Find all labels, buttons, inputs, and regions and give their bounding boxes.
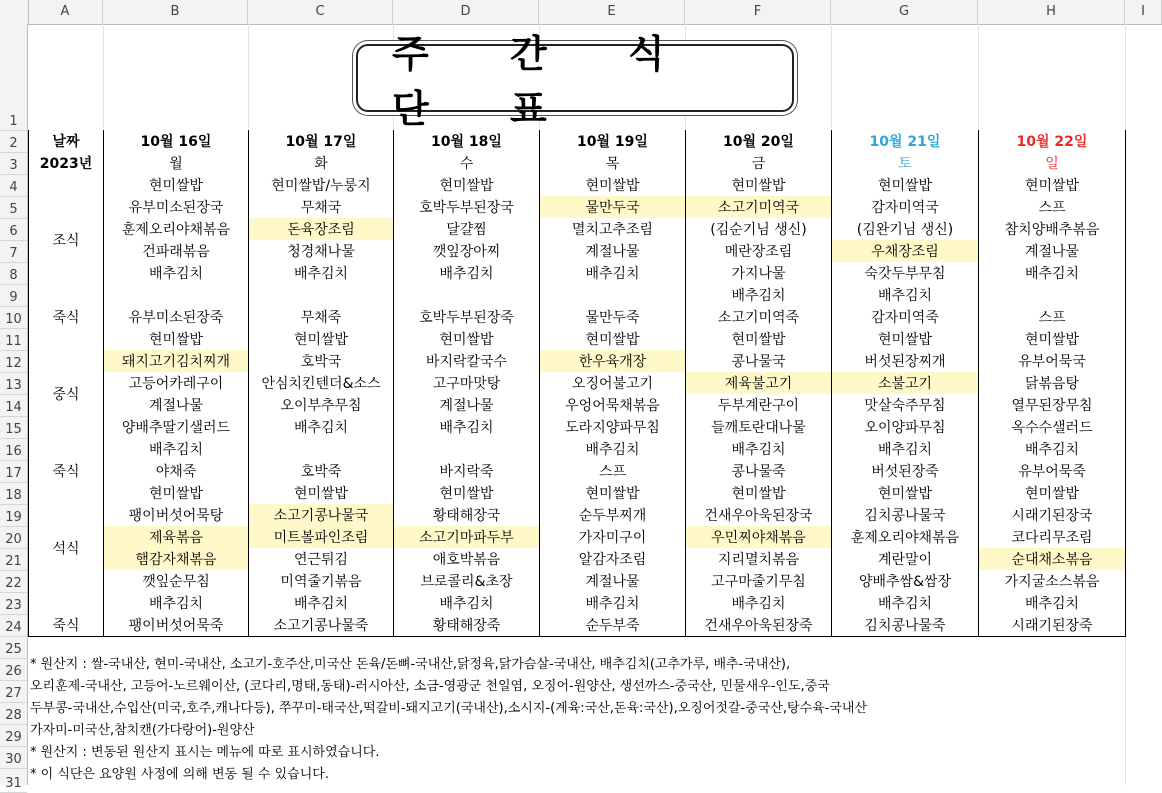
title-textbox[interactable] — [356, 32, 794, 131]
menu-item-cell[interactable] — [394, 284, 540, 306]
menu-item-cell[interactable]: 멸치고추조림 — [540, 218, 686, 240]
menu-item-cell[interactable]: 제육볶음 — [104, 526, 249, 548]
note-line[interactable]: * 원산지 : 쌀-국내산, 현미-국내산, 소고기-호주산,미국산 돈육/돈뼈-국내산,닭정육,닭가슴살-국내산, 배추김치(고추가루, 배추-국내산), — [30, 657, 791, 672]
porridge-item-cell[interactable]: 감자미역죽 — [832, 306, 979, 328]
menu-item-cell[interactable]: 제육불고기 — [686, 372, 832, 394]
row-header-16[interactable]: 16 — [0, 439, 27, 461]
menu-item-cell[interactable]: 돈육장조림 — [249, 218, 394, 240]
note-line[interactable]: 두부콩-국내산,수입산(미국,호주,캐나다등), 쭈꾸미-태국산,떡갈비-돼지고기(국내산),소시지-(계육:국산,돈육:국산),오징어젓갈-중국산,탕수육-국내산 — [30, 701, 868, 716]
menu-item-cell[interactable]: 황태해장국 — [394, 504, 540, 526]
menu-item-cell[interactable]: 계절나물 — [394, 394, 540, 416]
menu-item-cell[interactable]: 가자미구이 — [540, 526, 686, 548]
menu-item-cell[interactable]: 우엉어묵채볶음 — [540, 394, 686, 416]
row-header-17[interactable]: 17 — [0, 461, 27, 483]
menu-item-cell[interactable]: 현미쌀밥 — [104, 328, 249, 350]
row-header-bar — [0, 24, 28, 791]
menu-item-cell[interactable]: 배추김치 — [979, 262, 1126, 284]
menu-item-cell[interactable]: 애호박볶음 — [394, 548, 540, 570]
menu-item-cell[interactable]: 호박두부된장국 — [394, 196, 540, 218]
menu-item-cell[interactable]: 훈제오리야채볶음 — [104, 218, 249, 240]
menu-item-cell[interactable]: 현미쌀밥 — [832, 174, 979, 196]
menu-item-cell[interactable]: 배추김치 — [249, 592, 394, 614]
menu-item-cell[interactable]: 열무된장무침 — [979, 394, 1126, 416]
day-cell[interactable]: 토 — [832, 152, 979, 174]
menu-item-cell[interactable]: 현미쌀밥/누룽지 — [249, 174, 394, 196]
menu-item-cell[interactable]: 배추김치 — [832, 284, 979, 306]
menu-item-cell[interactable]: 한우육개장 — [540, 350, 686, 372]
menu-item-cell[interactable]: 계절나물 — [104, 394, 249, 416]
menu-item-cell[interactable]: 김치콩나물국 — [832, 504, 979, 526]
menu-item-cell[interactable]: 소고기마파두부 — [394, 526, 540, 548]
menu-item-cell[interactable]: 우채장조림 — [832, 240, 979, 262]
menu-item-cell[interactable]: 미트볼파인조림 — [249, 526, 394, 548]
breakfast-label-cell[interactable]: 조식 — [29, 174, 104, 306]
menu-item-cell[interactable]: 두부계란구이 — [686, 394, 832, 416]
menu-item-cell[interactable]: 양배추딸기샐러드 — [104, 416, 249, 438]
date-cell[interactable]: 10월 22일 — [979, 130, 1126, 152]
menu-item-cell[interactable]: 깻잎순무침 — [104, 570, 249, 592]
porridge-label-cell[interactable]: 죽식 — [29, 614, 104, 637]
menu-item-cell[interactable]: 계절나물 — [979, 240, 1126, 262]
row-header-15[interactable]: 15 — [0, 417, 27, 439]
gridline — [103, 24, 104, 129]
row-header-22[interactable]: 22 — [0, 571, 27, 593]
porridge-item-cell[interactable]: 호박죽 — [249, 460, 394, 482]
menu-item-cell[interactable]: 미역줄기볶음 — [249, 570, 394, 592]
menu-item-cell[interactable]: 배추김치 — [686, 438, 832, 460]
gridline — [831, 24, 832, 129]
menu-item-cell[interactable]: 현미쌀밥 — [540, 482, 686, 504]
column-header-a[interactable]: A — [28, 0, 103, 24]
column-header-h[interactable]: H — [978, 0, 1125, 24]
menu-item-cell[interactable]: 코다리무조림 — [979, 526, 1126, 548]
day-cell[interactable]: 목 — [540, 152, 686, 174]
menu-item-cell[interactable]: 현미쌀밥 — [979, 328, 1126, 350]
porridge-item-cell[interactable]: 스프 — [540, 460, 686, 482]
porridge-item-cell[interactable]: 순두부죽 — [540, 614, 686, 637]
menu-item-cell[interactable]: 연근튀김 — [249, 548, 394, 570]
menu-item-cell[interactable]: 계란말이 — [832, 548, 979, 570]
select-all-corner[interactable] — [0, 0, 29, 24]
porridge-item-cell[interactable]: 소고기콩나물죽 — [249, 614, 394, 637]
menu-item-cell[interactable]: 현미쌀밥 — [832, 328, 979, 350]
date-label-cell[interactable]: 날짜 — [29, 130, 104, 152]
date-cell[interactable]: 10월 19일 — [540, 130, 686, 152]
menu-item-cell[interactable] — [979, 284, 1126, 306]
lunch-label-cell[interactable]: 중식 — [29, 328, 104, 460]
menu-item-cell[interactable]: 햄감자채볶음 — [104, 548, 249, 570]
menu-item-cell[interactable]: 현미쌀밥 — [249, 482, 394, 504]
row-header-8[interactable]: 8 — [0, 263, 27, 285]
menu-item-cell[interactable]: 오이부추무침 — [249, 394, 394, 416]
menu-item-cell[interactable]: 무채국 — [249, 196, 394, 218]
day-cell[interactable]: 월 — [104, 152, 249, 174]
menu-item-cell[interactable] — [249, 284, 394, 306]
menu-item-cell[interactable]: 감자미역국 — [832, 196, 979, 218]
menu-item-cell[interactable]: 배추김치 — [540, 592, 686, 614]
column-header-e[interactable]: E — [539, 0, 685, 24]
menu-item-cell[interactable]: 안심치킨텐더&소스 — [249, 372, 394, 394]
menu-item-cell[interactable] — [104, 284, 249, 306]
menu-item-cell[interactable] — [249, 438, 394, 460]
menu-item-cell[interactable]: 고구마줄기무침 — [686, 570, 832, 592]
menu-item-cell[interactable]: 가지나물 — [686, 262, 832, 284]
note-line[interactable]: * 이 식단은 요양원 사정에 의해 변동 될 수 있습니다. — [30, 767, 329, 782]
menu-item-cell[interactable]: 브로콜리&초장 — [394, 570, 540, 592]
menu-item-cell[interactable]: 맛살숙주무침 — [832, 394, 979, 416]
menu-item-cell[interactable]: 닭볶음탕 — [979, 372, 1126, 394]
menu-item-cell[interactable]: 배추김치 — [979, 592, 1126, 614]
row-header-24[interactable]: 24 — [0, 615, 27, 637]
gridline — [248, 24, 249, 129]
menu-item-cell[interactable]: 현미쌀밥 — [540, 174, 686, 196]
menu-item-cell[interactable]: 깻잎장아찌 — [394, 240, 540, 262]
menu-item-cell[interactable] — [394, 438, 540, 460]
year-label-cell[interactable]: 2023년 — [29, 152, 104, 174]
menu-item-cell[interactable]: 들깨토란대나물 — [686, 416, 832, 438]
dinner-label-cell[interactable]: 석식 — [29, 482, 104, 614]
row-header-2[interactable]: 2 — [0, 131, 27, 153]
row-header-5[interactable]: 5 — [0, 197, 27, 219]
porridge-item-cell[interactable]: 건새우아욱된장죽 — [686, 614, 832, 637]
row-header-7[interactable]: 7 — [0, 241, 27, 263]
day-cell[interactable]: 화 — [249, 152, 394, 174]
menu-item-cell[interactable]: 배추김치 — [832, 592, 979, 614]
menu-item-cell[interactable]: 시래기된장국 — [979, 504, 1126, 526]
menu-item-cell[interactable]: 숙갓두부무침 — [832, 262, 979, 284]
menu-item-cell[interactable]: 현미쌀밥 — [686, 328, 832, 350]
menu-item-cell[interactable]: 바지락칼국수 — [394, 350, 540, 372]
menu-item-cell[interactable]: 건파래볶음 — [104, 240, 249, 262]
porridge-item-cell[interactable]: 소고기미역죽 — [686, 306, 832, 328]
menu-item-cell[interactable]: 소고기미역국 — [686, 196, 832, 218]
menu-item-cell[interactable]: 유부미소된장국 — [104, 196, 249, 218]
menu-item-cell[interactable]: 고구마맛탕 — [394, 372, 540, 394]
menu-item-cell[interactable]: 배추김치 — [686, 284, 832, 306]
note-line[interactable]: 오리훈제-국내산, 고등어-노르웨이산, (코다리,명태,동태)-러시아산, 소금-영광군 천일염, 오징어-원양산, 생선까스-중국산, 민물새우-인도,중국 — [30, 679, 830, 694]
sheet-title: 주 간 식 단 표 — [392, 32, 699, 131]
menu-item-cell[interactable]: 현미쌀밥 — [394, 482, 540, 504]
menu-item-cell[interactable]: 오이양파무침 — [832, 416, 979, 438]
menu-item-cell[interactable]: 배추김치 — [686, 592, 832, 614]
porridge-item-cell[interactable]: 황태해장죽 — [394, 614, 540, 637]
menu-item-cell[interactable]: 현미쌀밥 — [686, 482, 832, 504]
menu-item-cell[interactable]: 배추김치 — [832, 438, 979, 460]
column-header-c[interactable]: C — [248, 0, 393, 24]
row-header-20[interactable]: 20 — [0, 527, 27, 549]
column-header-d[interactable]: D — [393, 0, 539, 24]
menu-item-cell[interactable]: 콩나물국 — [686, 350, 832, 372]
menu-item-cell[interactable]: 알감자조림 — [540, 548, 686, 570]
porridge-item-cell[interactable]: 바지락죽 — [394, 460, 540, 482]
porridge-item-cell[interactable]: 김치콩나물죽 — [832, 614, 979, 637]
menu-item-cell[interactable]: 현미쌀밥 — [249, 328, 394, 350]
column-header-b[interactable]: B — [103, 0, 248, 24]
row-header-3[interactable]: 3 — [0, 153, 27, 175]
porridge-label-cell[interactable]: 죽식 — [29, 306, 104, 328]
menu-item-cell[interactable]: 참치양배추볶음 — [979, 218, 1126, 240]
menu-item-cell[interactable]: 메란장조림 — [686, 240, 832, 262]
row-header-31[interactable]: 31 — [0, 769, 27, 793]
row-header-1[interactable]: 1 — [0, 24, 27, 131]
menu-item-cell[interactable]: 유부어묵국 — [979, 350, 1126, 372]
menu-item-cell[interactable]: 배추김치 — [249, 262, 394, 284]
menu-item-cell[interactable]: 현미쌀밥 — [979, 482, 1126, 504]
menu-item-cell[interactable]: 돼지고기김치찌개 — [104, 350, 249, 372]
menu-item-cell[interactable]: 버섯된장찌개 — [832, 350, 979, 372]
date-cell[interactable]: 10월 21일 — [832, 130, 979, 152]
menu-item-cell[interactable]: 소불고기 — [832, 372, 979, 394]
menu-item-cell[interactable]: 현미쌀밥 — [394, 328, 540, 350]
porridge-item-cell[interactable]: 스프 — [979, 306, 1126, 328]
row-header-25[interactable]: 25 — [0, 637, 27, 659]
menu-item-cell[interactable]: 배추김치 — [394, 592, 540, 614]
date-cell[interactable]: 10월 20일 — [686, 130, 832, 152]
day-cell[interactable]: 수 — [394, 152, 540, 174]
row-header-13[interactable]: 13 — [0, 373, 27, 395]
porridge-item-cell[interactable]: 무채죽 — [249, 306, 394, 328]
date-cell[interactable]: 10월 17일 — [249, 130, 394, 152]
column-header-f[interactable]: F — [685, 0, 831, 24]
menu-item-cell[interactable]: 옥수수샐러드 — [979, 416, 1126, 438]
menu-item-cell[interactable]: (김완기님 생신) — [832, 218, 979, 240]
menu-item-cell[interactable]: 달걀찜 — [394, 218, 540, 240]
menu-item-cell[interactable]: 지리멸치볶음 — [686, 548, 832, 570]
menu-item-cell[interactable]: 배추김치 — [540, 438, 686, 460]
menu-item-cell[interactable] — [540, 284, 686, 306]
menu-item-cell[interactable]: 현미쌀밥 — [104, 482, 249, 504]
menu-item-cell[interactable]: 소고기콩나물국 — [249, 504, 394, 526]
row-header-18[interactable]: 18 — [0, 483, 27, 505]
porridge-item-cell[interactable]: 야채죽 — [104, 460, 249, 482]
porridge-item-cell[interactable]: 물만두죽 — [540, 306, 686, 328]
menu-item-cell[interactable]: 스프 — [979, 196, 1126, 218]
column-header-i[interactable]: I — [1125, 0, 1162, 24]
menu-item-cell[interactable]: 배추김치 — [540, 262, 686, 284]
menu-item-cell[interactable]: 고등어카레구이 — [104, 372, 249, 394]
menu-item-cell[interactable]: 호박국 — [249, 350, 394, 372]
porridge-label-cell[interactable]: 죽식 — [29, 460, 104, 482]
menu-item-cell[interactable]: 현미쌀밥 — [979, 174, 1126, 196]
menu-item-cell[interactable]: 건새우아욱된장국 — [686, 504, 832, 526]
porridge-item-cell[interactable]: 유부어묵죽 — [979, 460, 1126, 482]
column-header-bar — [0, 0, 1162, 25]
row-header-28[interactable]: 28 — [0, 703, 27, 725]
porridge-item-cell[interactable]: 호박두부된장죽 — [394, 306, 540, 328]
menu-item-cell[interactable]: 순두부찌개 — [540, 504, 686, 526]
menu-item-cell[interactable]: 현미쌀밥 — [104, 174, 249, 196]
menu-item-cell[interactable]: 현미쌀밥 — [832, 482, 979, 504]
menu-item-cell[interactable]: 우민찌야채볶음 — [686, 526, 832, 548]
row-header-12[interactable]: 12 — [0, 351, 27, 373]
menu-item-cell[interactable]: 계절나물 — [540, 570, 686, 592]
menu-item-cell[interactable]: 오징어불고기 — [540, 372, 686, 394]
porridge-item-cell[interactable]: 팽이버섯어묵죽 — [104, 614, 249, 637]
weekly-menu-table — [28, 130, 1126, 637]
row-header-30[interactable]: 30 — [0, 747, 27, 769]
porridge-item-cell[interactable]: 시래기된장죽 — [979, 614, 1126, 637]
menu-item-cell[interactable]: 도라지양파무침 — [540, 416, 686, 438]
row-header-11[interactable]: 11 — [0, 329, 27, 351]
row-header-19[interactable]: 19 — [0, 505, 27, 527]
menu-item-cell[interactable]: 현미쌀밥 — [540, 328, 686, 350]
date-cell[interactable]: 10월 16일 — [104, 130, 249, 152]
menu-item-cell[interactable]: 물만두국 — [540, 196, 686, 218]
column-header-g[interactable]: G — [831, 0, 978, 24]
row-header-4[interactable]: 4 — [0, 175, 27, 197]
menu-item-cell[interactable]: 순대채소볶음 — [979, 548, 1126, 570]
porridge-item-cell[interactable]: 유부미소된장죽 — [104, 306, 249, 328]
note-line[interactable]: * 원산지 : 변동된 원산지 표시는 메뉴에 따로 표시하였습니다. — [30, 745, 380, 760]
menu-item-cell[interactable]: 현미쌀밥 — [686, 174, 832, 196]
menu-item-cell[interactable]: 배추김치 — [104, 262, 249, 284]
row-header-23[interactable]: 23 — [0, 593, 27, 615]
menu-item-cell[interactable]: 배추김치 — [249, 416, 394, 438]
row-header-27[interactable]: 27 — [0, 681, 27, 703]
menu-item-cell[interactable]: 배추김치 — [979, 438, 1126, 460]
porridge-item-cell[interactable]: 버섯된장죽 — [832, 460, 979, 482]
menu-item-cell[interactable]: 가지굴소스볶음 — [979, 570, 1126, 592]
menu-item-cell[interactable]: 청경채나물 — [249, 240, 394, 262]
menu-item-cell[interactable]: 계절나물 — [540, 240, 686, 262]
menu-item-cell[interactable]: 배추김치 — [394, 262, 540, 284]
menu-item-cell[interactable]: 팽이버섯어묵탕 — [104, 504, 249, 526]
row-header-9[interactable]: 9 — [0, 285, 27, 307]
menu-item-cell[interactable]: 훈제오리야채볶음 — [832, 526, 979, 548]
menu-item-cell[interactable]: 배추김치 — [394, 416, 540, 438]
row-header-14[interactable]: 14 — [0, 395, 27, 417]
day-cell[interactable]: 일 — [979, 152, 1126, 174]
porridge-item-cell[interactable]: 콩나물죽 — [686, 460, 832, 482]
menu-item-cell[interactable]: 배추김치 — [104, 592, 249, 614]
menu-item-cell[interactable]: 배추김치 — [104, 438, 249, 460]
menu-item-cell[interactable]: (김순기님 생신) — [686, 218, 832, 240]
row-header-21[interactable]: 21 — [0, 549, 27, 571]
row-header-26[interactable]: 26 — [0, 659, 27, 681]
row-header-6[interactable]: 6 — [0, 219, 27, 241]
menu-item-cell[interactable]: 현미쌀밥 — [394, 174, 540, 196]
row-header-29[interactable]: 29 — [0, 725, 27, 747]
row-header-10[interactable]: 10 — [0, 307, 27, 329]
note-line[interactable]: 가자미-미국산,참치캔(가다랑어)-원양산 — [30, 723, 255, 738]
menu-item-cell[interactable]: 양배추쌈&쌈장 — [832, 570, 979, 592]
gridline — [978, 24, 979, 129]
day-cell[interactable]: 금 — [686, 152, 832, 174]
date-cell[interactable]: 10월 18일 — [394, 130, 540, 152]
